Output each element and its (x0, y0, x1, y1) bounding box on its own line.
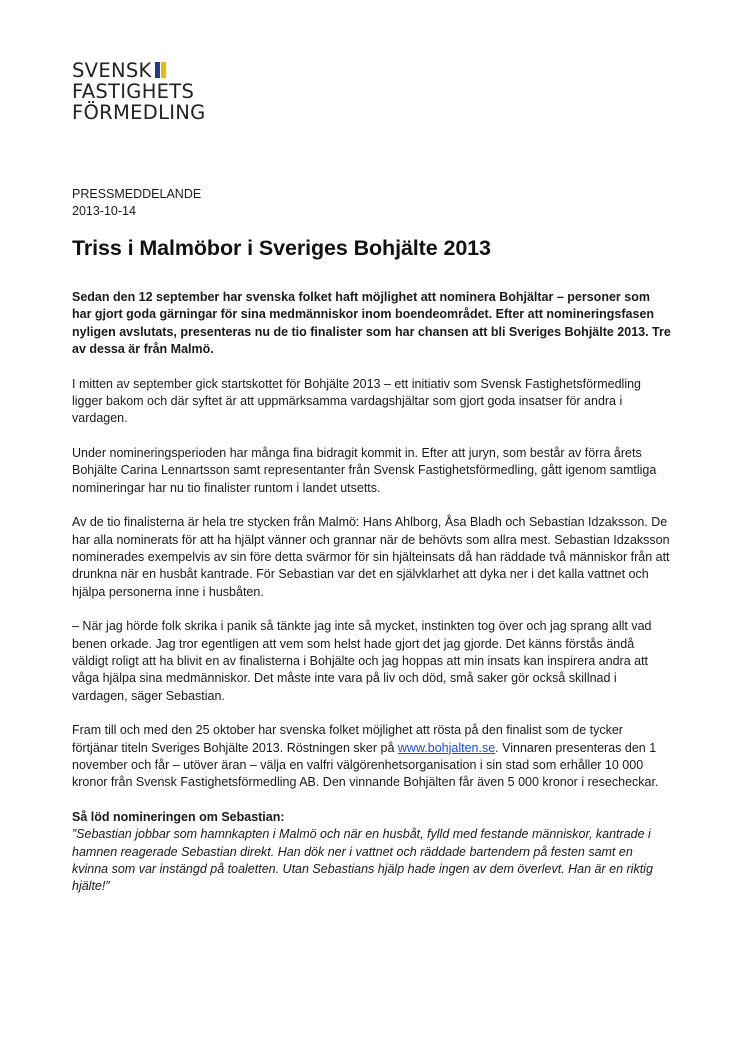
bohjalten-link[interactable]: www.bohjalten.se (397, 740, 496, 755)
vote-paragraph (72, 722, 672, 791)
document-date: 2013-10-14 (72, 204, 136, 218)
body-paragraph-4: – När jag hörde folk skrika i panik så tänkte jag inte så mycket, instinkten tog över och jag sprang allt vad benen orkade. Jag tror egentligen att vem som helst hade gjort det jag gjorde. Det känns förstås ändå väldigt roligt att ha blivit en av finalisterna i Bohjälte och jag hoppas att min insats kan inspirera andra att våga hjälpa sina medmänniskor. Det måste inte vara på liv och död, små saker gör också skillnad i vardagen, säger Sebastian. (72, 619, 652, 703)
document-meta (72, 186, 201, 220)
vote-text-before-link: Fram till och med den 25 oktober har svenska folket möjlighet att rösta på den finalist som de tycker förtjänar titeln Sveriges Bohjälte 2013. Röstningen sker på (72, 723, 623, 755)
nomination-heading: Så löd nomineringen om Sebastian: (72, 810, 285, 825)
article-body (72, 289, 672, 896)
vote-text-after-link: . Vinnaren presenteras den 1 november och får – utöver äran – välja en valfri välgörenhetsorganisation i sin stad som erhåller 10 000 kronor från Svensk Fastighetsförmedling AB. Den vinnande Bohjälten får även 5 000 kronor i resecheckar. (72, 740, 659, 790)
company-logo (72, 60, 206, 123)
logo-flag-mark (155, 62, 167, 78)
logo-line-1: SVENSK (72, 59, 152, 82)
logo-line-3: FÖRMEDLING (72, 101, 206, 124)
body-paragraph-3: Av de tio finalisterna är hela tre stycken från Malmö: Hans Ahlborg, Åsa Bladh och Sebastian Idzaksson. De har alla nominerats för att ha hjälpt vänner och grannar när de behövts som allra mest. Sebastian Idzaksson nominerades exempelvis av sin före detta svärmor för sin hjälteinsats då han räddade två människor från att drunkna när en husbåt kantrade. För Sebastian var det en självklarhet att dyka ner i det kalla vattnet och hjälpa personerna inne i husbåten. (72, 515, 670, 599)
page-title: Triss i Malmöbor i Sveriges Bohjälte 2013 (72, 236, 491, 260)
logo-line-2: FASTIGHETS (72, 80, 195, 103)
body-paragraph-1: I mitten av september gick startskottet för Bohjälte 2013 – ett initiativ som Svensk Fastighetsförmedling ligger bakom och där syftet är att uppmärksamma vardagshjältar som gjort goda insatser för andra i vardagen. (72, 376, 642, 426)
nomination-quote: ”Sebastian jobbar som hamnkapten i Malmö och när en husbåt, fylld med festande människor, kantrade i hamnen reagerade Sebastian direkt. Han dök ner i vattnet och räddade bartendern på festen samt en kvinna som var instängd på toaletten. Utan Sebastians hjälp hade ingen av dem överlevt. Han är en riktig hjälte!” (72, 827, 653, 894)
document-type: PRESSMEDDELANDE (72, 187, 202, 201)
lead-paragraph: Sedan den 12 september har svenska folket haft möjlighet att nominera Bohjältar – personer som har gjort goda gärningar för sina medmänniskor inom boendeområdet. Efter att nomineringsfasen nyligen avslutats, presenteras nu de tio finalister som har chansen att bli Sveriges Bohjälte 2013. Tre av dessa är från Malmö. (72, 290, 671, 356)
body-paragraph-2: Under nomineringsperioden har många fina bidragit kommit in. Efter att juryn, som består av förra årets Bohjälte Carina Lennartsson samt representanter från Svensk Fastighetsförmedling, gått igenom samtliga nomineringar har nu tio finalister runtom i landet utsetts. (72, 446, 657, 495)
